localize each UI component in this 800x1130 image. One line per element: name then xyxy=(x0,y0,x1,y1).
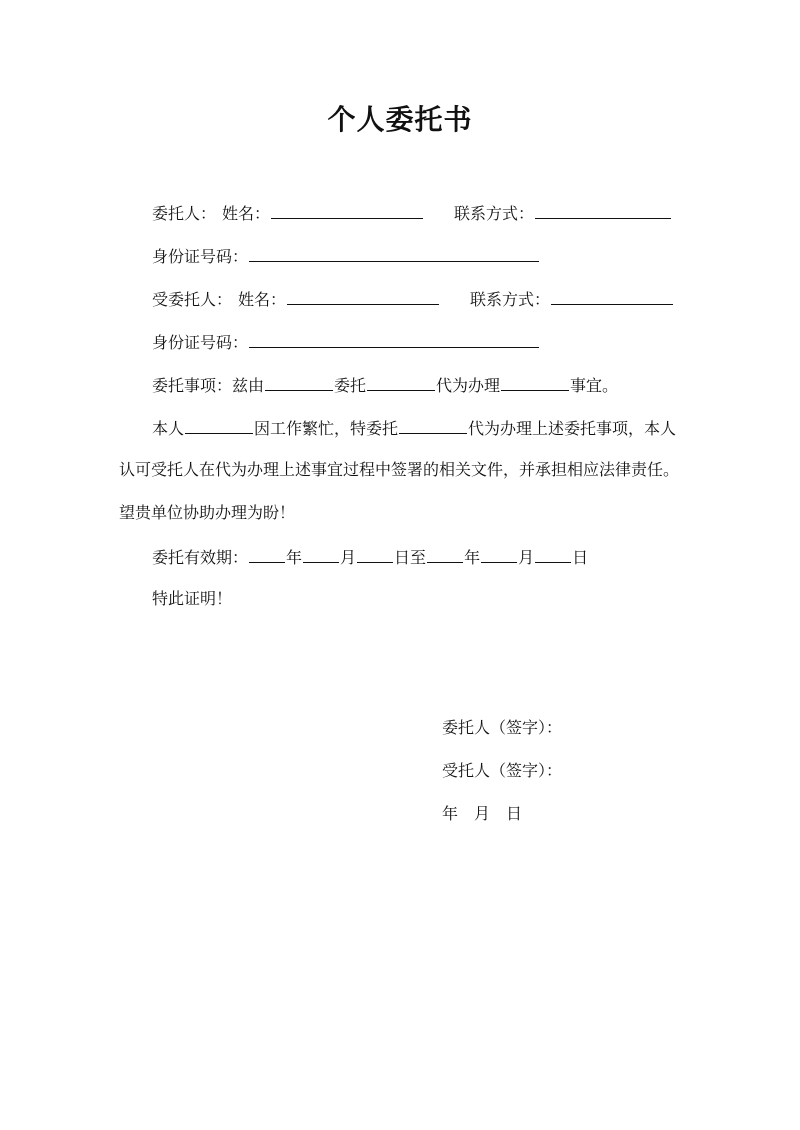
principal-signature-label: 委托人（签字）： xyxy=(442,718,563,737)
statement-row-1 xyxy=(152,415,676,441)
validity-month: 月 xyxy=(340,548,357,567)
document-title: 个人委托书 xyxy=(327,103,473,136)
principal-row xyxy=(152,200,672,226)
validity-day-to: 日至 xyxy=(394,548,427,567)
matter-principal-field[interactable] xyxy=(265,372,333,391)
statement-part2: 因工作繁忙，特委托 xyxy=(254,419,399,438)
agent-name-field[interactable] xyxy=(287,286,439,305)
agent-signature-label: 受托人（签字）： xyxy=(442,761,563,780)
principal-id-field[interactable] xyxy=(249,243,539,262)
matter-agent-field[interactable] xyxy=(367,372,435,391)
closing-row xyxy=(152,587,232,611)
statement-principal-field[interactable] xyxy=(185,415,253,434)
principal-name-label: 姓名： xyxy=(222,204,271,223)
agent-contact-field[interactable] xyxy=(551,286,673,305)
signature-date: 年 月 日 xyxy=(442,804,523,823)
principal-signature-row xyxy=(442,716,562,740)
principal-contact-field[interactable] xyxy=(535,200,671,219)
matter-part3: 代为办理 xyxy=(436,376,501,395)
agent-id-row xyxy=(152,329,540,355)
principal-name-field[interactable] xyxy=(271,200,423,219)
statement-row-2 xyxy=(119,458,679,482)
agent-signature-row xyxy=(442,759,562,783)
agent-id-field[interactable] xyxy=(249,329,539,348)
matter-item-field[interactable] xyxy=(501,372,569,391)
matter-label: 委托事项：兹由 xyxy=(152,376,265,395)
validity-label: 委托有效期： xyxy=(152,548,249,567)
validity-start-month-field[interactable] xyxy=(303,544,339,563)
principal-id-label: 身份证号码： xyxy=(152,247,249,266)
validity-end-day-field[interactable] xyxy=(535,544,571,563)
signature-date-row xyxy=(442,802,522,826)
validity-year2: 年 xyxy=(464,548,481,567)
principal-contact-label: 联系方式： xyxy=(454,204,535,223)
statement-row-3 xyxy=(119,501,295,525)
agent-role-label: 受委托人： xyxy=(152,290,233,309)
principal-id-row xyxy=(152,243,540,269)
validity-month2: 月 xyxy=(518,548,535,567)
validity-end-month-field[interactable] xyxy=(481,544,517,563)
validity-end-year-field[interactable] xyxy=(427,544,463,563)
statement-line3: 望贵单位协助办理为盼！ xyxy=(119,503,296,522)
validity-year: 年 xyxy=(286,548,303,567)
matter-row xyxy=(152,372,618,398)
matter-part4: 事宜。 xyxy=(570,376,619,395)
agent-contact-label: 联系方式： xyxy=(470,290,551,309)
principal-role-label: 委托人： xyxy=(152,204,217,223)
validity-row xyxy=(152,544,588,570)
statement-part1: 本人 xyxy=(152,419,185,438)
validity-start-day-field[interactable] xyxy=(357,544,393,563)
validity-start-year-field[interactable] xyxy=(249,544,285,563)
closing-text: 特此证明！ xyxy=(152,589,233,608)
agent-name-label: 姓名： xyxy=(238,290,287,309)
agent-id-label: 身份证号码： xyxy=(152,333,249,352)
validity-day2: 日 xyxy=(572,548,589,567)
agent-row xyxy=(152,286,674,312)
statement-part3: 代为办理上述委托事项，本人 xyxy=(468,419,677,438)
statement-agent-field[interactable] xyxy=(399,415,467,434)
matter-part2: 委托 xyxy=(334,376,367,395)
statement-line2: 认可受托人在代为办理上述事宜过程中签署的相关文件，并承担相应法律责任。 xyxy=(119,460,680,479)
